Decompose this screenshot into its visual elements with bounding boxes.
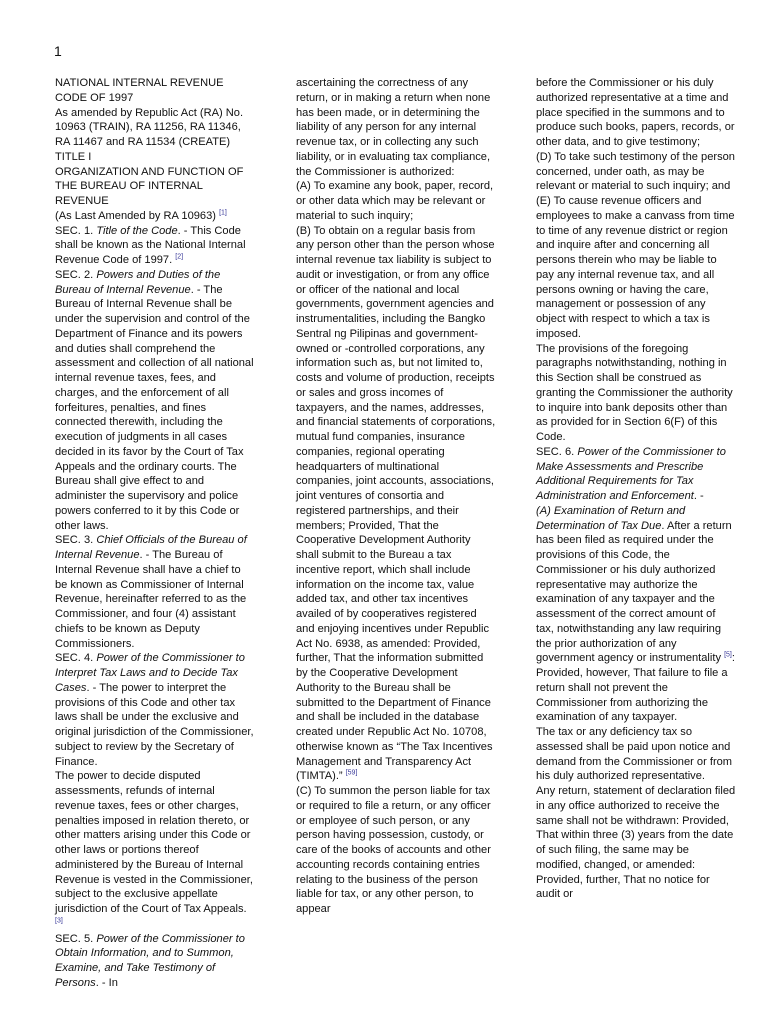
section-2-label: SEC. 2.: [55, 268, 94, 281]
section-5-item-b: [296, 224, 496, 785]
section-5-label: SEC. 5.: [55, 932, 94, 945]
section-5-item-c-continued: before the Commissioner or his duly authorized representative at a time and place specified in the summons and to produce such books, papers, records, or other data, and to give testimony;: [536, 77, 735, 148]
section-3-label: SEC. 3.: [55, 534, 94, 547]
section-2-text: . - The Bureau of Internal Revenue shall be under the supervision and control of the Department of Finance and its powers and duties shall comprehend the assessment and collection of all national internal revenue taxes, fees, and charges, and the enforcement of all forfeitures, penalties, and fines connected therewith, including the execution of judgments in all cases decided in its favor by the Court of Tax Appeals and the ordinary courts. The Bureau shall give effect to and administer the supervisory and police powers conferred to it by this Code or other laws.: [55, 283, 254, 532]
section-4-label: SEC. 4.: [55, 652, 94, 665]
section-3-title: Chief Officials of the Bureau of Internal Revenue: [55, 534, 247, 561]
section-6-any-return: Any return, statement of declaration filed in any office authorized to receive the same shall not be withdrawn: Provided, That within three (3) years from the date of such filing, the same may be modified, changed, or amended: Provided, further, That no notice for audit or: [536, 785, 736, 901]
section-5-proviso: The provisions of the foregoing paragraphs notwithstanding, nothing in this Section shall be construed as granting the Commissioner the authority to inquire into bank deposits other than as provided for in Section 6(F) of this Code.: [536, 342, 733, 443]
section-4-paragraph-text: The power to decide disputed assessments, refunds of internal revenue taxes, fees or other charges, penalties imposed in relation thereto, or other matters arising under this Code or other laws or portions thereof administered by the Bureau of Internal Revenue is vested in the Commissioner, subject to the exclusive appellate jurisdiction of the Court of Tax Appeals.: [55, 770, 253, 915]
section-3: [55, 533, 255, 651]
section-6-label: SEC. 6.: [536, 445, 575, 458]
footnote-link-5[interactable]: [5]: [724, 651, 732, 659]
column-1: [55, 76, 255, 991]
title-subheading: ORGANIZATION AND FUNCTION OF THE BUREAU OF INTERNAL REVENUE: [55, 165, 244, 207]
section-5-item-a: (A) To examine any book, paper, record, or other data which may be relevant or material to such inquiry;: [296, 180, 494, 222]
section-4: [55, 651, 255, 769]
section-5-item-d: (D) To take such testimony of the person concerned, under oath, as may be relevant or material to such inquiry; and: [536, 150, 735, 193]
section-1-title: Title of the Code: [96, 224, 178, 237]
section-1-text: . - This Code shall be known as the National Internal Revenue Code of 1997.: [55, 224, 246, 266]
section-6-title: Power of the Commissioner to Make Assessments and Prescribe Additional Requirements for Tax Administration and Enforcement: [536, 445, 726, 502]
section-5-continued: ascertaining the correctness of any return, or in making a return when none has been made, or in determining the liability of any person for any internal revenue tax, or in collecting any such liability, or in evaluating tax compliance, the Commissioner is authorized:: [296, 77, 491, 178]
section-1-label: SEC. 1.: [55, 224, 94, 237]
section-4-title: Power of the Commissioner to Interpret Tax Laws and to Decide Tax Cases: [55, 652, 245, 694]
section-4-paragraph: [55, 769, 255, 931]
section-6a-text-2: : Provided, however, That failure to file a return shall not prevent the Commissioner from authorizing the examination of any taxpayer.: [536, 652, 735, 724]
footnote-link-2[interactable]: [2]: [175, 253, 184, 261]
amendment-note: As amended by Republic Act (RA) No. 10963 (TRAIN), RA 11256, RA 11346, RA 11467 and RA 11534 (CREATE): [55, 106, 244, 148]
footnote-link-59[interactable]: [59]: [345, 769, 358, 777]
column-2: [296, 76, 496, 917]
section-2: [55, 268, 255, 534]
section-2-title: Powers and Duties of the Bureau of Internal Revenue: [55, 268, 221, 296]
code-title: NATIONAL INTERNAL REVENUE CODE OF 1997: [55, 77, 224, 104]
section-5: [55, 932, 255, 991]
section-5-item-e: (E) To cause revenue officers and employees to make a canvass from time to time of any revenue district or region and inquire after and concerning all persons therein who may be liable to pay any internal revenue tax, and all persons owning or having the care, management or possession of any object with respect to which a tax is imposed.: [536, 195, 735, 340]
column-3: [536, 76, 736, 902]
section-1: [55, 224, 255, 268]
section-6: [536, 445, 736, 725]
section-6-deficiency: The tax or any deficiency tax so assessed shall be paid upon notice and demand from the Commissioner or from his duly authorized representative.: [536, 726, 733, 783]
section-6a-title: (A) Examination of Return and Determination of Tax Due: [536, 504, 686, 532]
last-amended-note: [55, 209, 255, 224]
section-5-item-c: (C) To summon the person liable for tax or required to file a return, or any officer or employee of such person, or any person having possession, custody, or care of the books of accounts and other accounting records containing entries relating to the business of the person liable for tax, or any other person, to appear: [296, 785, 491, 915]
page-number: 1: [54, 43, 62, 59]
section-6a-text: . After a return has been filed as required under the provisions of this Code, the Commissioner or his duly authorized representative may authorize the examination of any taxpayer and the assessment of the correct amount of tax, notwithstanding any law requiring the prior authorization of any government agency or instrumentality: [536, 519, 732, 665]
last-amended-text: (As Last Amended by RA 10963): [55, 209, 216, 222]
section-5-title: Power of the Commissioner to Obtain Information, and to Summon, Examine, and Take Testimony of Persons: [55, 932, 245, 989]
footnote-link-3[interactable]: [3]: [55, 917, 63, 925]
title-heading: TITLE I: [55, 150, 92, 163]
section-5-item-b-text: (B) To obtain on a regular basis from any person other than the person whose internal revenue tax liability is subject to audit or investigation, or from any office or officer of the national and local governments, government agencies and instrumentalities, including the Bangko Sentral ng Pilipinas and government-owned or -controlled corporations, any information such as, but not limited to, costs and volume of production, receipts or sales and gross incomes of taxpayers, and the names, addresses, and financial statements of corporations, mutual fund companies, insurance companies, regional operating headquarters of multinational companies, joint accounts, associations, joint ventures of consortia and registered partnerships, and their members; Provided, That the Cooperative Development Authority shall submit to the Bureau a tax incentive report, which shall include information on the income tax, value added tax, and other tax incentives availed of by cooperatives registered and enjoying incentives under Republic Act No. 6938, as amended: Provided, further, That the information submitted by the Cooperative Development Authority to the Bureau shall be submitted to the Department of Finance and shall be included in the database created under Republic Act No. 10708, otherwise known as “The Tax Incentives Management and Transparency Act (TIMTA).”: [296, 224, 496, 783]
section-3-text: . - The Bureau of Internal Revenue shall have a chief to be known as Commissioner of Internal Revenue, hereinafter referred to as the Commissioner, and four (4) assistant chiefs to be known as Deputy Commissioners.: [55, 549, 247, 650]
section-6-dash: . -: [693, 490, 704, 502]
section-5-text: . - In: [95, 976, 118, 989]
section-4-text: . - The power to interpret the provisions of this Code and other tax laws shall be under the exclusive and original jurisdiction of the Commissioner, subject to review by the Secretary of Finance.: [55, 681, 254, 768]
footnote-link-1[interactable]: [1]: [219, 209, 227, 217]
